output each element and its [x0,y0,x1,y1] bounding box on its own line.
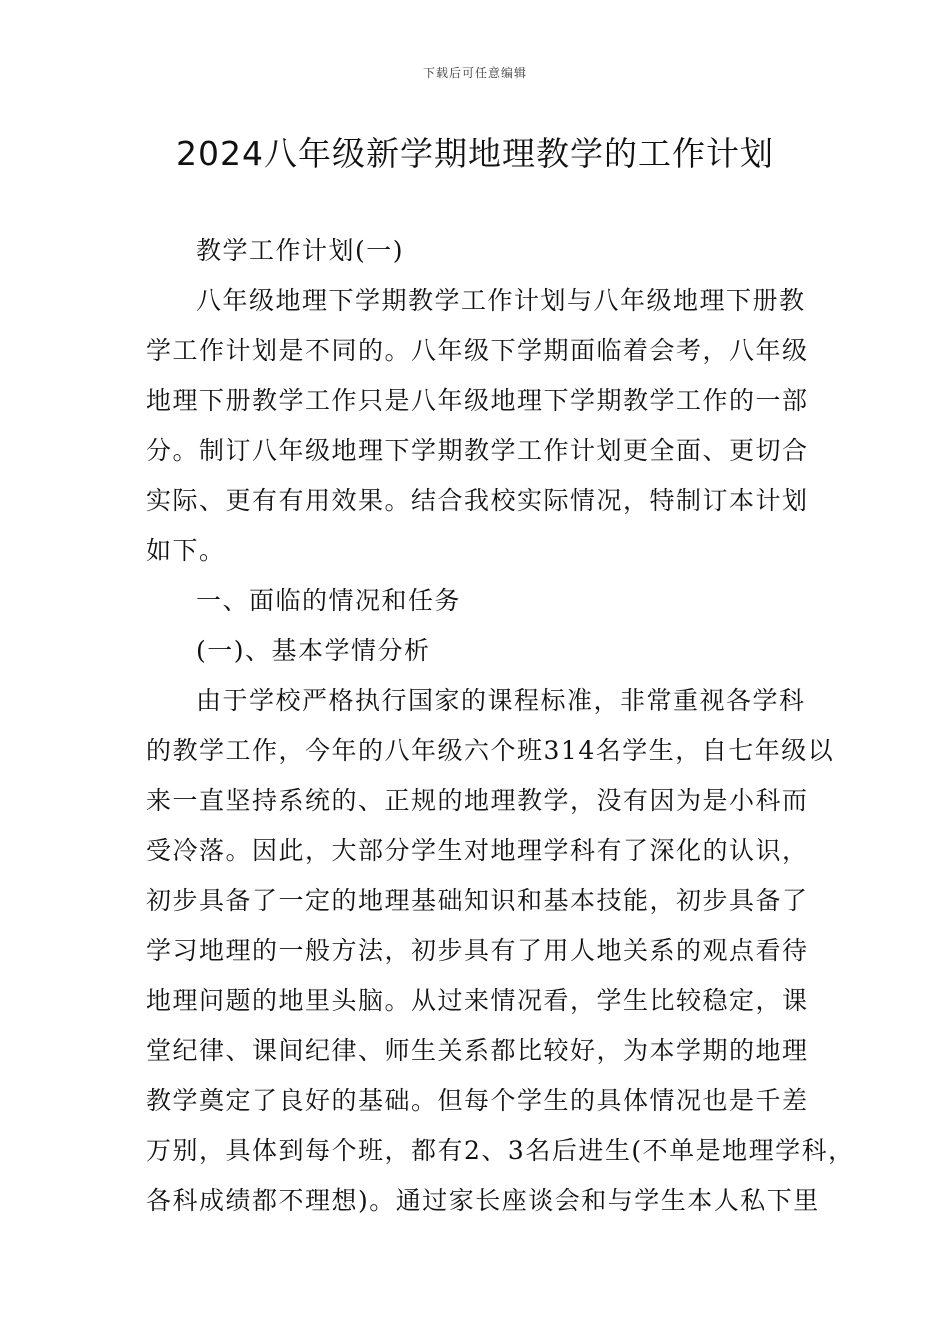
section-heading: 一、面临的情况和任务 [196,586,462,615]
text-line: 教学工作计划(一) [196,236,405,265]
text-line: 来一直坚持系统的、正规的地理教学，没有因为是小科而 [146,786,809,815]
text-line: 地理下册教学工作只是八年级地理下学期教学工作的一部 [146,386,809,415]
document-title: 2024八年级新学期地理教学的工作计划 [176,134,774,173]
text-line: 初步具备了一定的地理基础知识和基本技能，初步具备了 [146,886,809,915]
text-line: 分。制订八年级地理下学期教学工作计划更全面、更切合 [146,436,809,465]
document-body [146,226,855,1226]
text-line: 由于学校严格执行国家的课程标准，非常重视各学科 [196,686,806,715]
text-line: 地理问题的地里头脑。从过来情况看，学生比较稳定，课 [146,986,809,1015]
text-line: 八年级地理下学期教学工作计划与八年级地理下册教 [196,286,806,315]
text-line: 万别，具体到每个班，都有2、3名后进生(不单是地理学科， [146,1136,855,1165]
text-line: 实际、更有有用效果。结合我校实际情况，特制订本计划 [146,486,809,515]
text-line: 各科成绩都不理想)。通过家长座谈会和与学生本人私下里 [146,1186,820,1215]
text-line: 堂纪律、课间纪律、师生关系都比较好，为本学期的地理 [146,1036,809,1065]
text-line: 如下。 [146,536,226,565]
text-line: 学习地理的一般方法，初步具有了用人地关系的观点看待 [146,936,809,965]
text-line: 受冷落。因此，大部分学生对地理学科有了深化的认识， [146,836,809,865]
text-line: 的教学工作，今年的八年级六个班314名学生，自七年级以 [146,736,835,765]
text-line: 学工作计划是不同的。八年级下学期面临着会考，八年级 [146,336,809,365]
text-line: 教学奠定了良好的基础。但每个学生的具体情况也是千差 [146,1086,809,1115]
subsection-heading: (一)、基本学情分析 [196,636,431,665]
header-note: 下载后可任意编辑 [422,66,527,80]
